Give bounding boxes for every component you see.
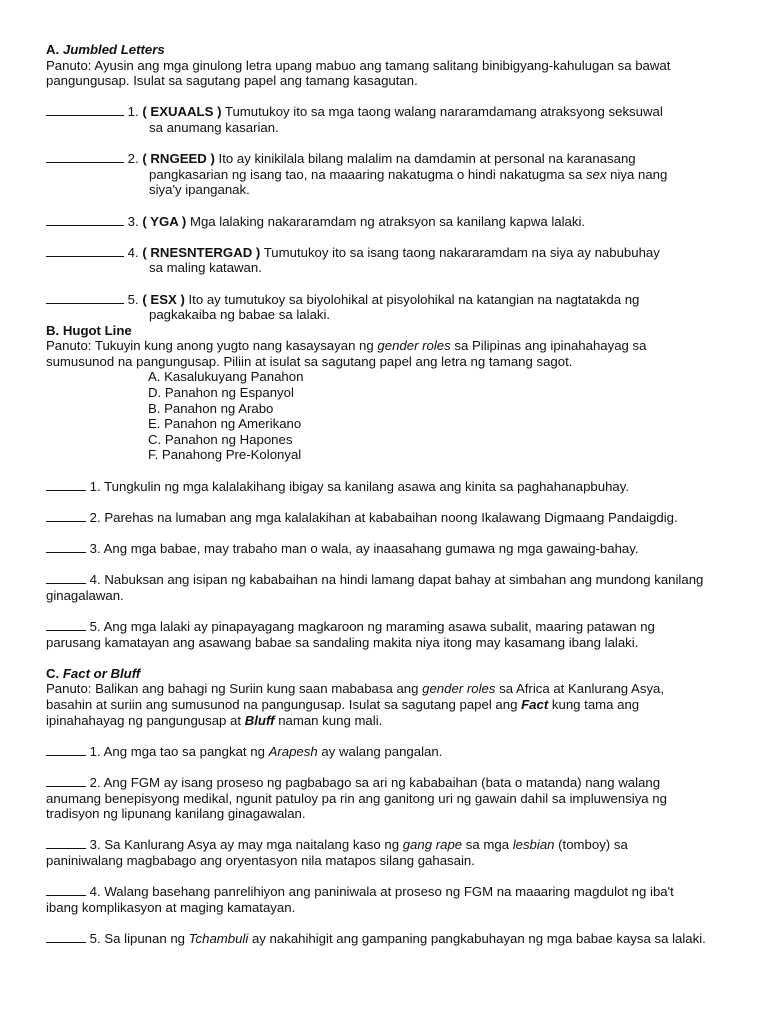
item-text: Tumutukoy ito sa mga taong walang nararamdamang atraksyong seksuwal: [221, 104, 663, 120]
answer-blank[interactable]: [46, 775, 86, 787]
item-text-cont: pagkakaiba ng babae sa lalaki.: [149, 307, 331, 323]
answer-blank[interactable]: [46, 292, 124, 304]
section-b-item-2: [46, 510, 708, 526]
item-text: Ang mga tao sa pangkat ng: [103, 743, 269, 759]
item-text-italic: sex: [585, 166, 607, 182]
item-number: 1.: [89, 478, 101, 494]
section-a-item-4: [46, 245, 708, 276]
item-text: Tungkulin ng mga kalalakihang ibigay sa kanilang asawa ang kinita sa paghahanapbuhay.: [104, 478, 630, 494]
instr-part: kung tama ang ipinahahayag ng pangungusap at: [46, 696, 640, 728]
item-text: sa mga: [462, 837, 513, 853]
answer-blank[interactable]: [46, 104, 124, 116]
jumbled-word: ( EXUAALS ): [142, 104, 222, 120]
section-a-item-3: [46, 214, 708, 230]
choices-list: [148, 369, 708, 463]
jumbled-word: ( RNESNTERGAD ): [142, 244, 261, 260]
section-c-letter: C.: [46, 665, 60, 681]
item-text: Ang FGM ay isang proseso ng pagbabago sa ari ng kababaihan (bata o matanda) nang walang anumang benepisyong medikal, ngunit patuloy pa rin ang ganitong uri ng gawain dahil sa impluwensiya ng tradisyon ng lipunang kanilang ginagawalan.: [46, 774, 667, 822]
item-number: 3.: [127, 213, 139, 229]
section-c-item-2: [46, 775, 708, 822]
answer-blank[interactable]: [46, 884, 86, 896]
answer-blank[interactable]: [46, 931, 86, 943]
choice-item: E. Panahon ng Amerikano: [148, 416, 302, 432]
choice-item: D. Panahon ng Espanyol: [148, 385, 294, 401]
item-text-part: pangkasarian ng isang tao, na maaaring nakatugma o hindi nakatugma sa: [149, 166, 586, 182]
answer-blank[interactable]: [46, 744, 86, 756]
instr-fact: Fact: [521, 696, 549, 712]
choice-item: F. Panahong Pre-Kolonyal: [148, 447, 302, 463]
item-text: ay nakahihigit ang gampaning pangkabuhayan ng mga babae kaysa sa lalaki.: [248, 930, 706, 946]
item-text: Walang basehang panrelihiyon ang paniniwala at proseso ng FGM na maaaring magdulot ng iba't ibang komplikasyon at maging kamatayan.: [46, 884, 674, 915]
item-text: ay walang pangalan.: [317, 743, 443, 759]
section-c-item-3: [46, 837, 708, 868]
item-text-italic: Arapesh: [268, 743, 318, 759]
section-a-title: [46, 42, 708, 58]
choice-item: C. Panahon ng Hapones: [148, 431, 293, 447]
section-b-item-5: [46, 619, 708, 650]
choice-item: B. Panahon ng Arabo: [148, 400, 274, 416]
section-a-instructions: Panuto: Ayusin ang mga ginulong letra upang mabuo ang tamang salitang binibigyang-kahulugan sa bawat pangungusap. Isulat sa sagutang papel ang tamang kasagutan.: [46, 57, 671, 89]
item-number: 4.: [89, 572, 101, 588]
answer-blank[interactable]: [46, 541, 86, 553]
answer-blank[interactable]: [46, 214, 124, 226]
item-text: Ito ay kinikilala bilang malalim na damdamin at personal na karanasang: [214, 151, 636, 167]
item-number: 5.: [89, 930, 101, 946]
item-text: (tomboy) sa paniniwalang magbabago ang oryentasyon nila matapos silang gahasain.: [46, 837, 628, 868]
item-number: 1.: [127, 104, 139, 120]
item-number: 3.: [89, 541, 101, 556]
answer-blank[interactable]: [46, 245, 124, 257]
section-a-letter: A.: [46, 42, 60, 57]
instr-part: Panuto: Tukuyin kung anong yugto nang kasaysayan ng: [46, 338, 378, 354]
section-b-item-4: [46, 572, 708, 603]
item-text: Parehas na lumaban ang mga kalalakihan at kababaihan noong Ikalawang Digmaang Pandaigdig.: [104, 509, 678, 525]
item-text: Sa lipunan ng: [104, 930, 189, 946]
section-c-title: [46, 666, 708, 682]
item-text-italic: Tchambuli: [188, 930, 249, 946]
section-b-instructions: [46, 338, 708, 369]
item-text-italic: lesbian: [512, 837, 555, 853]
jumbled-word: ( ESX ): [142, 291, 185, 307]
instr-part: sa Africa at Kanlurang Asya, basahin at suriin ang sumusunod na pangungusap. Isulat sa sagutang papel ang: [46, 681, 665, 712]
choice-item: A. Kasalukuyang Panahon: [148, 369, 304, 385]
item-text-part: niya nang: [606, 166, 668, 182]
instr-part: naman kung mali.: [274, 712, 383, 728]
answer-blank[interactable]: [46, 572, 86, 584]
section-c-item-4: [46, 884, 708, 915]
item-number: 2.: [89, 509, 101, 525]
item-text-cont: [46, 167, 708, 183]
jumbled-word: ( RNGEED ): [142, 151, 215, 167]
section-a-item-5: [46, 292, 708, 323]
section-b-title-text: Hugot Line: [62, 322, 132, 338]
item-number: 5.: [89, 618, 101, 634]
answer-blank[interactable]: [46, 510, 86, 522]
item-number: 2.: [89, 774, 101, 790]
instr-italic: gender roles: [422, 681, 496, 697]
instr-italic: gender roles: [377, 338, 451, 354]
item-text: Nabuksan ang isipan ng kababaihan na hindi lamang dapat bahay at simbahan ang mundong kanilang ginagalawan.: [46, 572, 704, 603]
answer-blank[interactable]: [46, 151, 124, 163]
section-a-item-1: [46, 104, 708, 135]
section-b-item-3: [46, 541, 708, 557]
section-c-instructions: [46, 681, 708, 728]
item-number: 4.: [89, 884, 101, 900]
item-text-italic: gang rape: [402, 837, 463, 853]
item-number: 5.: [127, 291, 139, 307]
item-number: 2.: [127, 151, 139, 167]
section-c-item-5: [46, 931, 708, 947]
section-b-item-1: [46, 479, 708, 495]
item-text: Ang mga lalaki ay pinapayagang magkaroon ng maraming asawa subalit, maaring patawan ng parusang kamatayan ang asawang babae sa sandaling makita niya itong may kasamang ibang lalaki.: [46, 618, 655, 650]
item-text-cont: sa anumang kasarian.: [149, 119, 279, 135]
section-b-letter: B.: [46, 322, 60, 338]
section-a-title-text: Jumbled Letters: [62, 42, 165, 57]
section-b-title: [46, 323, 708, 339]
item-text-cont: sa maling katawan.: [149, 260, 262, 276]
item-text: Ang mga babae, may trabaho man o wala, ay inaasahang gumawa ng mga gawaing-bahay.: [103, 541, 639, 556]
item-text: Ito ay tumutukoy sa biyolohikal at pisyolohikal na katangian na nagtatakda ng: [184, 291, 640, 307]
section-c-title-text: Fact or Bluff: [62, 665, 141, 681]
item-text-cont: siya'y ipanganak.: [149, 182, 250, 198]
instr-part: Panuto: Balikan ang bahagi ng Suriin kung saan mababasa ang: [46, 681, 423, 697]
answer-blank[interactable]: [46, 479, 86, 491]
instr-bluff: Bluff: [244, 712, 275, 728]
jumbled-word: ( YGA ): [142, 213, 187, 229]
item-text: Tumutukoy ito sa isang taong nakararamdam na siya ay nabubuhay: [260, 244, 660, 260]
item-number: 1.: [89, 743, 101, 759]
section-a-item-2: [46, 151, 708, 198]
item-text: Sa Kanlurang Asya ay may mga naitalang kaso ng: [104, 837, 403, 853]
item-text: Mga lalaking nakararamdam ng atraksyon sa kanilang kapwa lalaki.: [186, 213, 586, 229]
instr-part: sa Pilipinas ang ipinahahayag sa sumusunod na pangungusap. Piliin at isulat sa sagutang papel ang letra ng tamang sagot.: [46, 338, 647, 369]
answer-blank[interactable]: [46, 837, 86, 849]
section-c-item-1: [46, 744, 708, 760]
answer-blank[interactable]: [46, 619, 86, 631]
item-number: 4.: [127, 244, 139, 260]
item-number: 3.: [89, 837, 101, 853]
